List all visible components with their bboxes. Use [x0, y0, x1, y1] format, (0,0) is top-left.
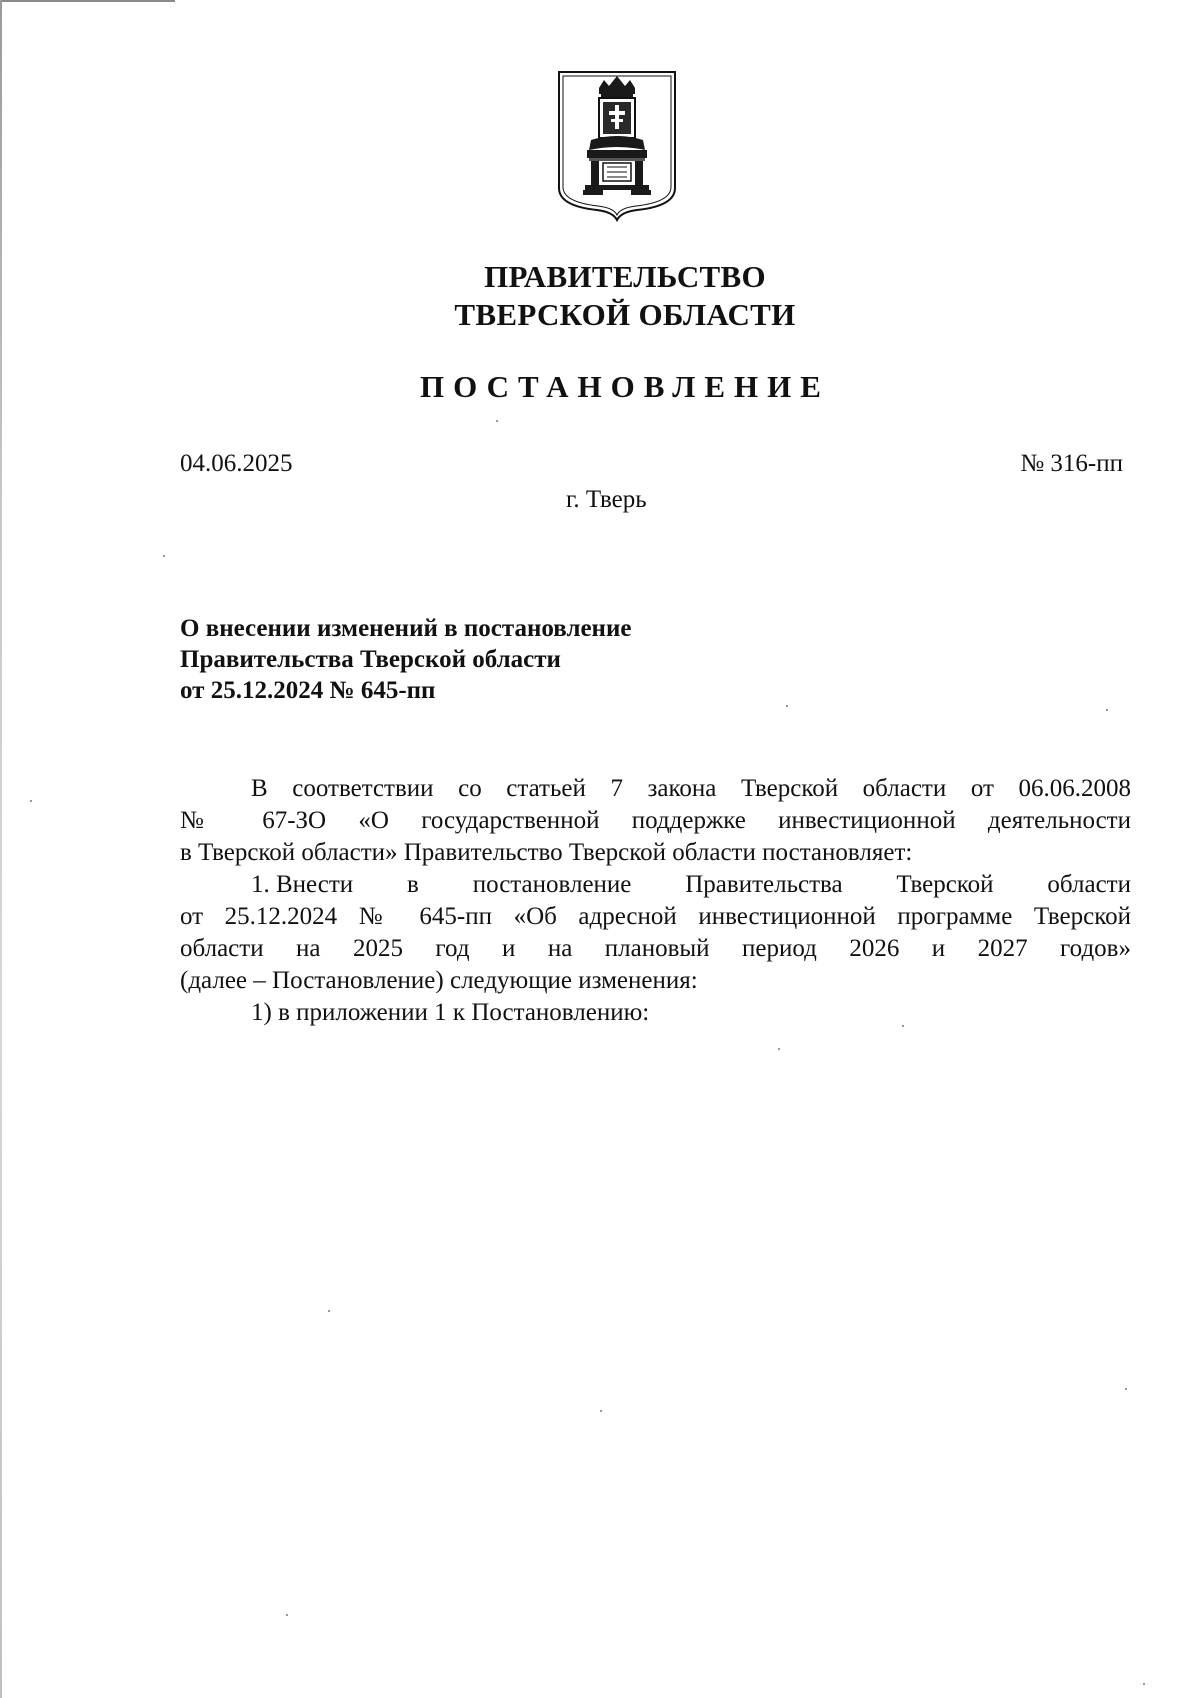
scan-speck: [902, 1025, 904, 1027]
subject-line: Правительства Тверской области: [180, 646, 561, 673]
scan-speck: [163, 555, 165, 557]
scan-speck: [1125, 1388, 1127, 1390]
document-type: ПОСТАНОВЛЕНИЕ: [420, 369, 830, 404]
paragraph-line: 1) в приложении 1 к Постановлению:: [251, 999, 650, 1026]
scan-speck: [328, 1310, 330, 1312]
paragraph-word: Тверской: [896, 871, 994, 898]
paragraph-line: № 67-ЗО «О государственной поддержке инвестиционной деятельности: [180, 807, 1131, 834]
document-body: [180, 773, 1131, 1029]
paragraph-word: 1. Внести: [251, 871, 354, 898]
scan-edge-top: [0, 0, 175, 2]
government-title-line-2: ТВЕРСКОЙ ОБЛАСТИ: [454, 297, 796, 332]
scan-speck: [30, 800, 32, 802]
government-title-line-1: ПРАВИТЕЛЬСТВО: [484, 259, 766, 294]
scan-speck: [1106, 709, 1108, 711]
document-subject: [180, 613, 631, 706]
scan-speck: [496, 420, 498, 422]
document-date: 04.06.2025: [180, 450, 293, 477]
paragraph-line: В соответствии со статьей 7 закона Тверской области от 06.06.2008: [251, 775, 1131, 802]
document-number: № 316-пп: [1020, 450, 1123, 477]
paragraph-word: постановление: [472, 871, 632, 898]
paragraph-line: в Тверской области» Правительство Тверской области постановляет:: [180, 839, 913, 866]
paragraph-line: [180, 869, 1131, 901]
document-city: г. Тверь: [566, 486, 647, 513]
scan-speck: [600, 1410, 602, 1412]
paragraph-line: от 25.12.2024 № 645-пп «Об адресной инвестиционной программе Тверской: [180, 903, 1131, 930]
scan-edge-left: [0, 0, 2, 1698]
scan-speck: [786, 705, 788, 707]
scan-speck: [778, 1048, 780, 1050]
tver-coat-of-arms-icon: [557, 70, 677, 222]
scan-speck: [286, 1614, 288, 1616]
subject-line: О внесении изменений в постановление: [180, 615, 632, 642]
paragraph-line: (далее – Постановление) следующие изменения:: [180, 967, 698, 994]
subject-line: от 25.12.2024 № 645-пп: [180, 677, 436, 704]
paragraph-line: области на 2025 год и на плановый период 2026 и 2027 годов»: [180, 935, 1131, 962]
paragraph-word: Правительства: [685, 871, 843, 898]
scan-speck: [1143, 1683, 1145, 1685]
paragraph-word: в: [407, 871, 419, 898]
paragraph-word: области: [1047, 871, 1131, 898]
